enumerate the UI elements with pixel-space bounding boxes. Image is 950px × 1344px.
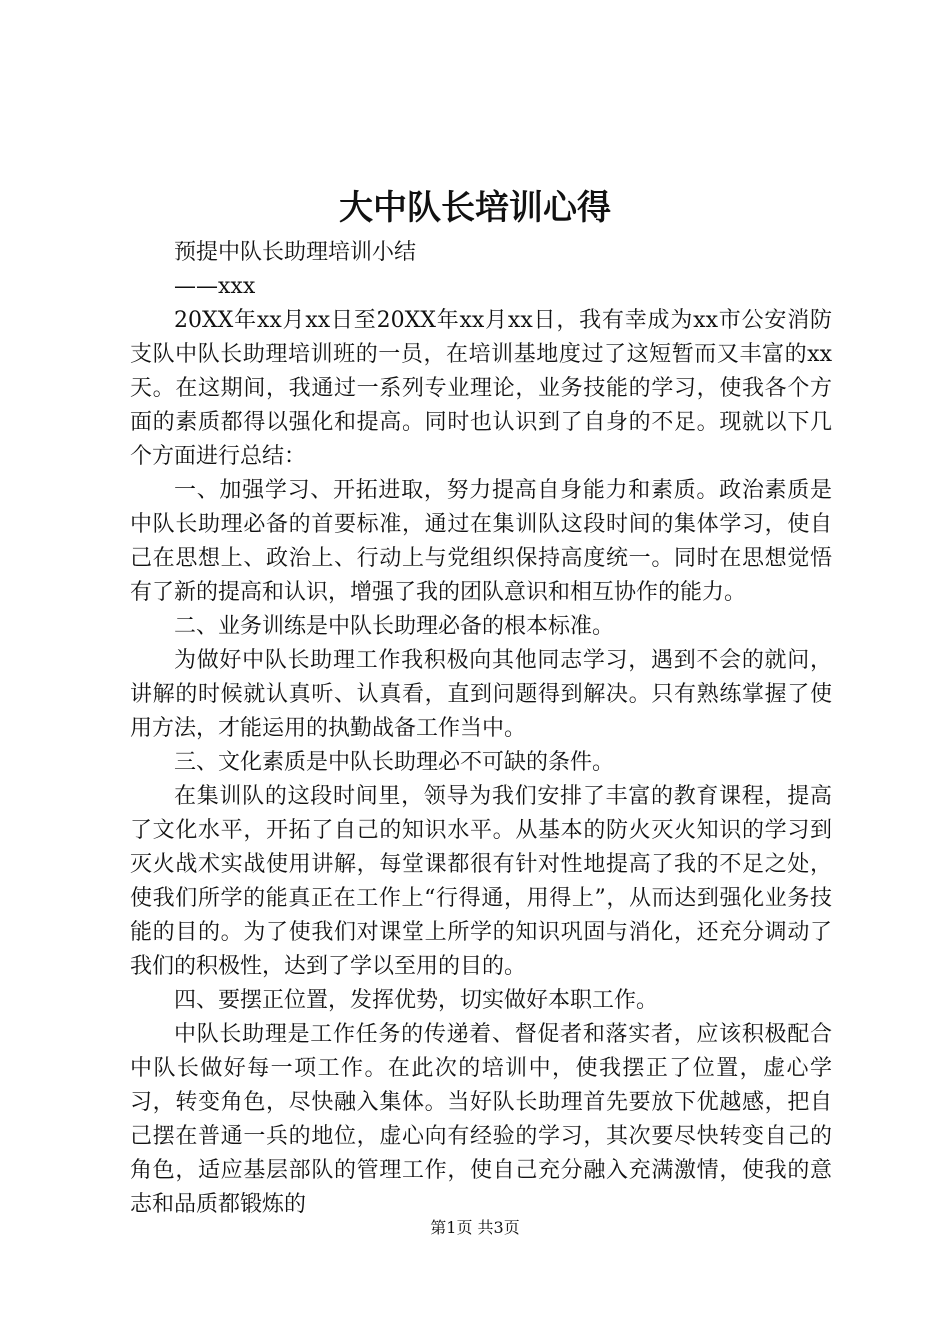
page-number-footer: 第1页 共3页 bbox=[430, 1218, 520, 1237]
document-body bbox=[130, 236, 832, 1222]
paragraph-section-2-heading: 二、业务训练是中队长助理必备的根本标准。 bbox=[174, 614, 615, 639]
paragraph-intro: 20XX年xx月xx日至20XX年xx月xx日，我有幸成为xx市公安消防支队中队长助理培训班的一员，在培训基地度过了这短暂而又丰富的xx天。在这期间，我通过一系列专业理论，业务技能的学习，使我各个方面的素质都得以强化和提高。同时也认识到了自身的不足。现就以下几个方面进行总结： bbox=[130, 308, 832, 469]
paragraph-section-3-body: 在集训队的这段时间里，领导为我们安排了丰富的教育课程，提高了文化水平，开拓了自己的知识水平。从基本的防火灭火知识的学习到灭火战术实战使用讲解，每堂课都很有针对性地提高了我的不足之处，使我们所学的能真正在工作上“行得通，用得上”，从而达到强化业务技能的目的。为了使我们对课堂上所学的知识巩固与消化，还充分调动了我们的积极性，达到了学以至用的目的。 bbox=[130, 784, 832, 979]
paragraph-section-4-body: 中队长助理是工作任务的传递着、督促者和落实者，应该积极配合中队长做好每一项工作。在此次的培训中，使我摆正了位置，虚心学习，转变角色，尽快融入集体。当好队长助理首先要放下优越感，把自己摆在普通一兵的地位，虚心向有经验的学习，其次要尽快转变自己的角色，适应基层部队的管理工作，使自己充分融入充满激情，使我的意志和品质都锻炼的 bbox=[130, 1022, 832, 1217]
paragraph-section-1: 一、加强学习、开拓进取，努力提高自身能力和素质。政治素质是中队长助理必备的首要标准，通过在集训队这段时间的集体学习，使自己在思想上、政治上、行动上与党组织保持高度统一。同时在思想觉悟有了新的提高和认识，增强了我的团队意识和相互协作的能力。 bbox=[130, 478, 832, 605]
document-title: 大中队长培训心得 bbox=[339, 188, 611, 228]
paragraph-section-2-body: 为做好中队长助理工作我积极向其他同志学习，遇到不会的就问，讲解的时候就认真听、认真看，直到问题得到解决。只有熟练掌握了使用方法，才能运用的执勤战备工作当中。 bbox=[130, 648, 832, 741]
paragraph-author: ——xxx bbox=[174, 274, 256, 299]
paragraph-subtitle: 预提中队长助理培训小结 bbox=[174, 240, 417, 265]
paragraph-section-3-heading: 三、文化素质是中队长助理必不可缺的条件。 bbox=[174, 750, 615, 775]
paragraph-section-4-heading: 四、要摆正位置，发挥优势，切实做好本职工作。 bbox=[174, 988, 659, 1013]
